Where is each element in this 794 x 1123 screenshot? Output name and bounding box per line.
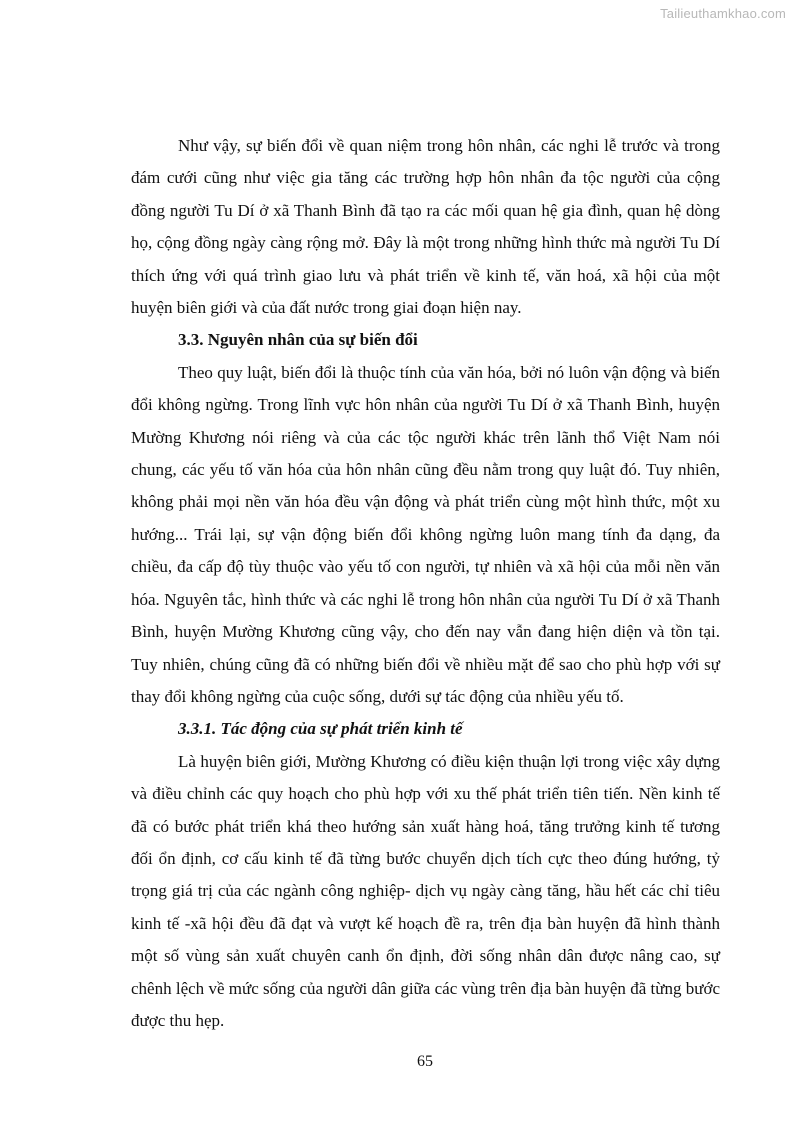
watermark-text: Tailieuthamkhao.com	[660, 6, 786, 21]
page-number: 65	[417, 1053, 433, 1070]
subsection-heading-3-3-1: 3.3.1. Tác động của sự phát triển kinh tế	[178, 719, 463, 739]
page-body	[131, 130, 720, 1037]
paragraph-causes: Theo quy luật, biến đổi là thuộc tính của văn hóa, bởi nó luôn vận động và biến đổi không ngừng. Trong lĩnh vực hôn nhân của người Tu Dí ở xã Thanh Bình, huyện Mường Khương nói riêng và của các tộc người khác trên lãnh thổ Việt Nam nói chung, các yếu tố văn hóa của hôn nhân cũng đều nằm trong quy luật đó. Tuy nhiên, không phải mọi nền văn hóa đều vận động và phát triển cùng một hình thức, một xu hướng... Trái lại, sự vận động biến đổi không ngừng luôn mang tính đa dạng, đa chiều, đa cấp độ tùy thuộc vào yếu tố con người, tự nhiên và xã hội của mỗi nền văn hóa. Nguyên tắc, hình thức và các nghi lễ trong hôn nhân của người Tu Dí ở xã Thanh Bình, huyện Mường Khương cũng vậy, cho đến nay vẫn đang hiện diện và tồn tại. Tuy nhiên, chúng cũng đã có những biến đổi về nhiều mặt để sao cho phù hợp với sự thay đổi không ngừng của cuộc sống, dưới sự tác động của nhiều yếu tố.	[131, 362, 720, 706]
paragraph-economy: Là huyện biên giới, Mường Khương có điều kiện thuận lợi trong việc xây dựng và điều chỉnh các quy hoạch cho phù hợp với xu thế phát triển tiên tiến. Nền kinh tế đã có bước phát triển khá theo hướng sản xuất hàng hoá, tăng trưởng kinh tế tương đối ổn định, cơ cấu kinh tế đã từng bước chuyển dịch tích cực theo đúng hướng, tỷ trọng giá trị của các ngành công nghiệp- dịch vụ ngày càng tăng, hầu hết các chỉ tiêu kinh tế -xã hội đều đã đạt và vượt kế hoạch đề ra, trên địa bàn huyện đã hình thành một số vùng sản xuất chuyên canh ổn định, đời sống nhân dân được nâng cao, sự chênh lệch về mức sống của người dân giữa các vùng trên địa bàn huyện đã từng bước được thu hẹp.	[131, 751, 720, 1030]
section-heading-3-3: 3.3. Nguyên nhân của sự biến đổi	[178, 330, 418, 350]
paragraph-intro: Như vậy, sự biến đổi về quan niệm trong hôn nhân, các nghi lễ trước và trong đám cưới cũng như việc gia tăng các trường hợp hôn nhân đa tộc người của cộng đồng người Tu Dí ở xã Thanh Bình đã tạo ra các mối quan hệ gia đình, quan hệ dòng họ, cộng đồng ngày càng rộng mở. Đây là một trong những hình thức mà người Tu Dí thích ứng với quá trình giao lưu và phát triển về kinh tế, văn hoá, xã hội của một huyện biên giới và của đất nước trong giai đoạn hiện nay.	[131, 136, 720, 318]
